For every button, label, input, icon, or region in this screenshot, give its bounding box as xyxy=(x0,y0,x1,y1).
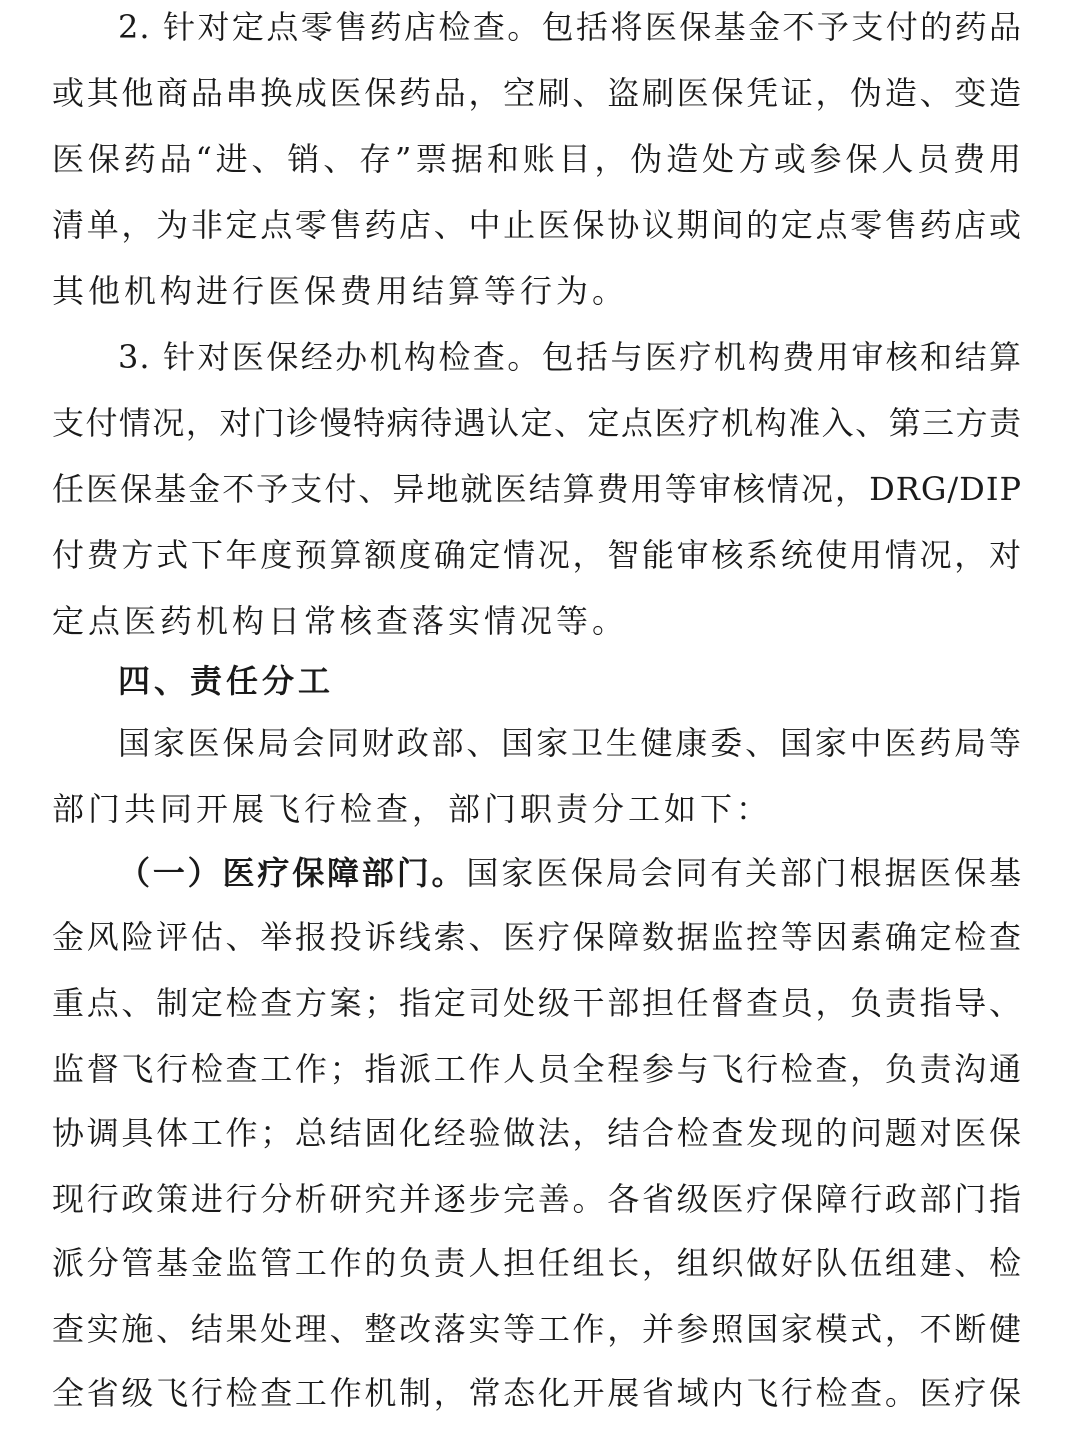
section-heading: 四、责任分工 xyxy=(118,662,335,700)
paragraph-agency-line-4: 付费方式下年度预算额度确定情况，智能审核系统使用情况，对 xyxy=(52,536,1022,574)
paragraph-agency-line-3: 任医保基金不予支付、异地就医结算费用等审核情况，DRG/DIP xyxy=(52,470,1022,508)
paragraph-medical-line-4: 监督飞行检查工作；指派工作人员全程参与飞行检查，负责沟通 xyxy=(52,1050,1022,1088)
paragraph-agency-line-2: 支付情况，对门诊慢特病待遇认定、定点医疗机构准入、第三方责 xyxy=(52,404,1022,442)
paragraph-medical-first-rest: 国家医保局会同有关部门根据医保基 xyxy=(466,854,1022,892)
paragraph-drugstore-line-5: 其他机构进行医保费用结算等行为。 xyxy=(52,272,629,310)
paragraph-drugstore-line-1: 2. 针对定点零售药店检查。包括将医保基金不予支付的药品 xyxy=(118,8,1022,46)
paragraph-drugstore-line-2: 或其他商品串换成医保药品，空刷、盗刷医保凭证，伪造、变造 xyxy=(52,74,1022,112)
paragraph-agency-line-1: 3. 针对医保经办机构检查。包括与医疗机构费用审核和结算 xyxy=(118,338,1022,376)
paragraph-medical-lead: （一）医疗保障部门。 xyxy=(118,854,467,892)
paragraph-medical-line-8: 查实施、结果处理、整改落实等工作，并参照国家模式，不断健 xyxy=(52,1310,1022,1348)
paragraph-drugstore-line-4: 清单，为非定点零售药店、中止医保协议期间的定点零售药店或 xyxy=(52,206,1022,244)
paragraph-medical-line-6: 现行政策进行分析研究并逐步完善。各省级医疗保障行政部门指 xyxy=(52,1180,1022,1218)
paragraph-medical-line-9: 全省级飞行检查工作机制，常态化开展省域内飞行检查。医疗保 xyxy=(52,1374,1022,1412)
paragraph-drugstore-line-3: 医保药品“进、销、存”票据和账目，伪造处方或参保人员费用 xyxy=(52,140,1022,178)
paragraph-agency-line-5: 定点医药机构日常核查落实情况等。 xyxy=(52,602,629,640)
paragraph-intro-line-2: 部门共同开展飞行检查，部门职责分工如下： xyxy=(52,790,773,828)
paragraph-medical-line-7: 派分管基金监管工作的负责人担任组长，组织做好队伍组建、检 xyxy=(52,1244,1022,1282)
paragraph-intro-line-1: 国家医保局会同财政部、国家卫生健康委、国家中医药局等 xyxy=(118,724,1022,762)
paragraph-medical-line-3: 重点、制定检查方案；指定司处级干部担任督查员，负责指导、 xyxy=(52,984,1022,1022)
paragraph-medical-line-1 xyxy=(118,840,1022,906)
paragraph-medical-line-2: 金风险评估、举报投诉线索、医疗保障数据监控等因素确定检查 xyxy=(52,918,1022,956)
paragraph-medical-line-5: 协调具体工作；总结固化经验做法，结合检查发现的问题对医保 xyxy=(52,1114,1022,1152)
